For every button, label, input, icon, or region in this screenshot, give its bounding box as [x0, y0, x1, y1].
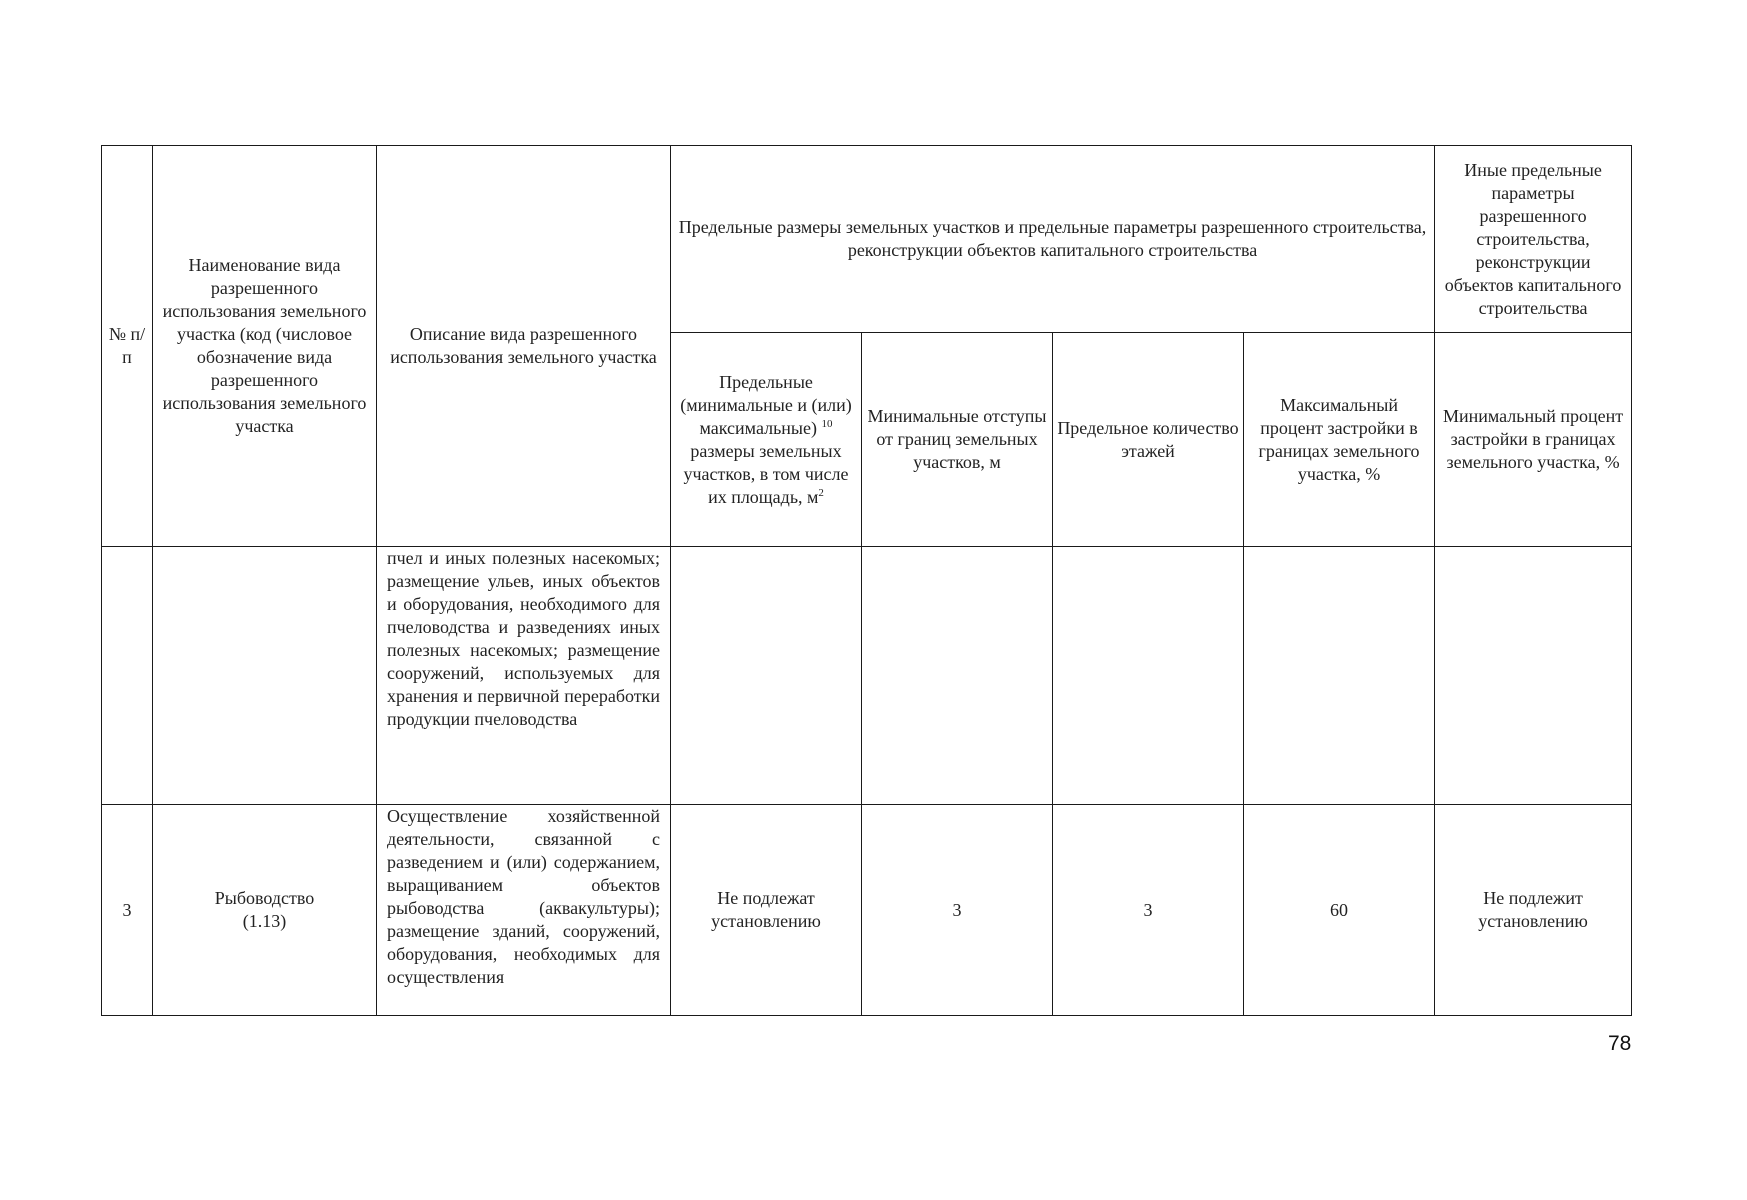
- cell-setbacks: [862, 547, 1053, 805]
- header-sizes: [671, 333, 862, 547]
- header-row-1: [102, 146, 1632, 333]
- cell-description: пчел и иных полезных насекомых; размещение ульев, иных объектов и оборудования, необходимого для пчеловодства и разведениях иных полезных насекомых; размещение сооружений, используемых для хранения и первичной переработки продукции пчеловодства: [377, 547, 671, 805]
- header-num: № п/п: [102, 146, 153, 547]
- header-other-group: Иные предельные параметры разрешенного строительства, реконструкции объектов капитального строительства: [1435, 146, 1632, 333]
- cell-name-title: Рыбоводство: [214, 888, 315, 908]
- header-sizes-unit-sup: 2: [818, 486, 824, 499]
- cell-num: [102, 547, 153, 805]
- cell-min-build: [1435, 547, 1632, 805]
- cell-setbacks: 3: [862, 805, 1053, 1016]
- cell-description: Осуществление хозяйственной деятельности, связанной с разведением и (или) содержанием, выращиванием объектов рыбоводства (аквакультуры); размещение зданий, сооружений, оборудования, необходимых для осуществления: [377, 805, 671, 1016]
- cell-max-build: [1244, 547, 1435, 805]
- cell-max-build: 60: [1244, 805, 1435, 1016]
- header-sizes-main: Предельные (минимальные и (или) максимальные): [680, 371, 852, 438]
- header-sizes-footnote: 10: [821, 417, 833, 430]
- header-min-build: Минимальный процент застройки в границах земельного участка, %: [1435, 333, 1632, 547]
- header-sizes-rest: размеры земельных участков, в том числе их площадь, м: [683, 440, 849, 507]
- header-setbacks: Минимальные отступы от границ земельных участков, м: [862, 333, 1053, 547]
- cell-floors: [1053, 547, 1244, 805]
- header-description: Описание вида разрешенного использования земельного участка: [377, 146, 671, 547]
- cell-name: [153, 805, 377, 1016]
- header-name: Наименование вида разрешенного использования земельного участка (код (числовое обозначение вида разрешенного использования земельного участка: [153, 146, 377, 547]
- cell-min-build: Не подлежит установлению: [1435, 805, 1632, 1016]
- header-floors: Предельное количество этажей: [1053, 333, 1244, 547]
- zoning-parameters-table: [101, 145, 1632, 1016]
- table-row: [102, 547, 1632, 805]
- cell-name-code: (1.13): [242, 911, 287, 931]
- header-limits-group: Предельные размеры земельных участков и предельные параметры разрешенного строительства, реконструкции объектов капитального строительства: [671, 146, 1435, 333]
- cell-sizes: [671, 547, 862, 805]
- cell-floors: 3: [1053, 805, 1244, 1016]
- cell-num: 3: [102, 805, 153, 1016]
- page-number: 78: [1608, 1032, 1632, 1055]
- cell-sizes: Не подлежат установлению: [671, 805, 862, 1016]
- header-max-build: Максимальный процент застройки в границах земельного участка, %: [1244, 333, 1435, 547]
- cell-name: [153, 547, 377, 805]
- table-row: [102, 805, 1632, 1016]
